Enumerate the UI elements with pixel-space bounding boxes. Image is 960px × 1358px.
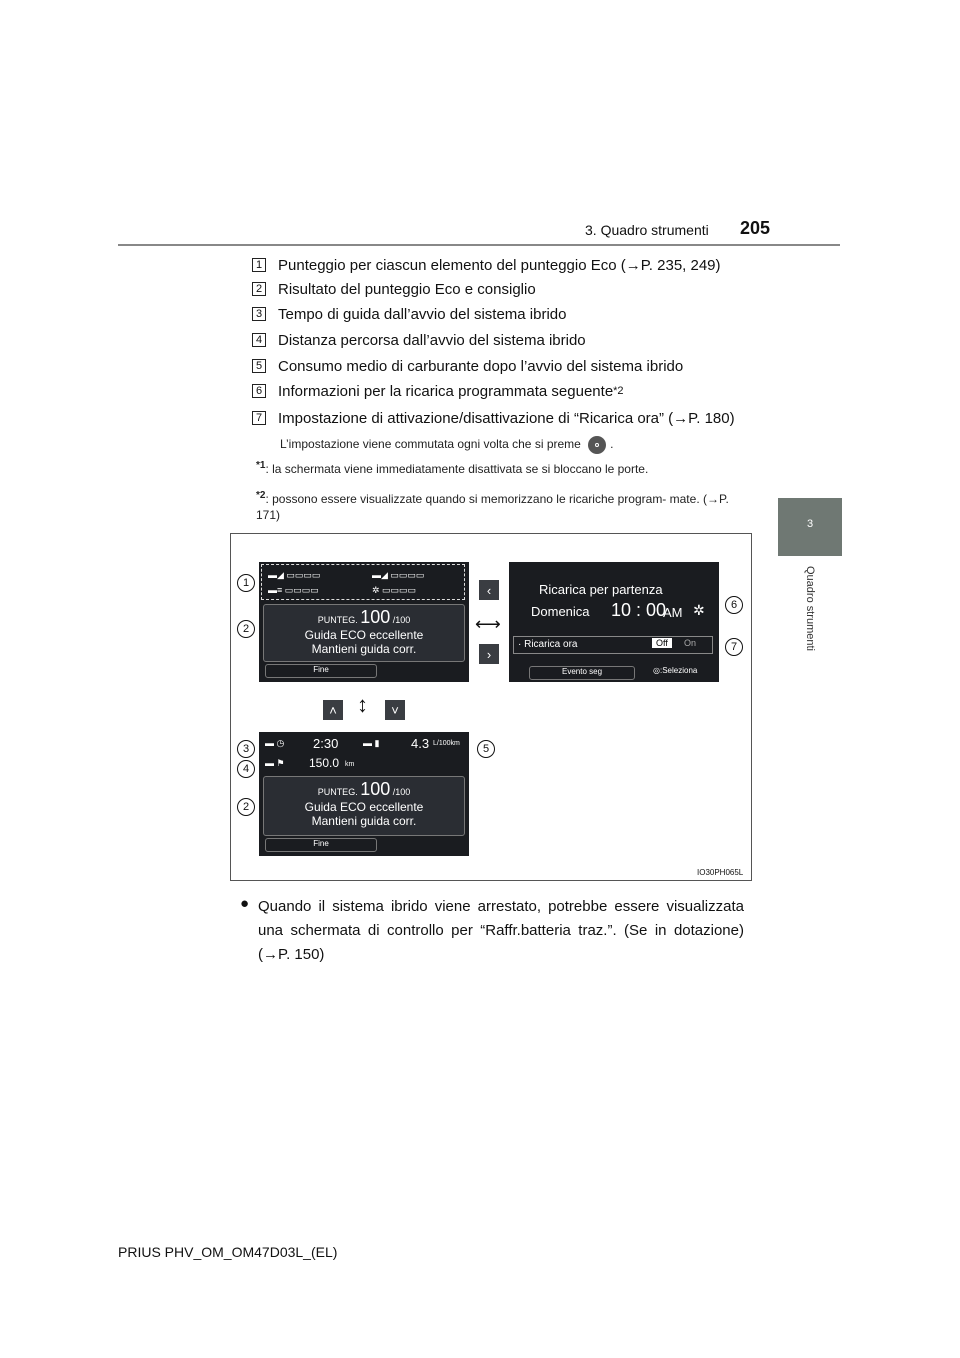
eco-advice-2: Mantieni guida corr. [311,642,417,656]
footer-label: Fine [313,839,329,848]
clock-icon: ▬ ◷ [265,738,285,748]
section-title: 3. Quadro strumenti [585,222,709,238]
item-text: Tempo di guida dall’avvio del sistema ibrido [278,305,567,323]
on-option[interactable]: On [684,638,697,648]
item-text: Risultato del punteggio Eco e consiglio [278,280,536,298]
distance-value: 150.0 [309,756,340,770]
header-rule [118,244,840,246]
score-value: 100 [360,607,391,627]
footer-bar [265,838,377,852]
side-tab-label: Quadro strumenti [804,566,816,651]
eco-score-bars [261,564,465,600]
footnote-1-text: : la schermata viene immediatamente disattivata se si bloccano le porte. [265,462,649,476]
footnote-2-text: : possono essere visualizzate quando si memorizzano le ricariche program- mate. (→P. 171) [256,492,729,522]
score-label: PUNTEG. [317,787,358,797]
eco-advice-1: Guida ECO eccellente [304,628,424,642]
score-value: 100 [360,779,391,799]
item-text: Punteggio per ciascun elemento del punteggio Eco (→P. 235, 249) [278,256,721,274]
bullet: ● [240,895,250,912]
page-number: 205 [740,218,771,238]
chevron-right-icon: › [479,644,499,664]
score-max: /100 [392,615,411,625]
eco-advice-2: Mantieni guida corr. [311,814,417,828]
callout: 2 [237,620,255,638]
fan-icon: ✲ ▭▭▭▭ [372,585,417,595]
drive-time: 2:30 [313,736,339,751]
select-label: Seleziona [662,666,698,675]
charge-now-label: · Ricarica ora [518,639,578,650]
item-number: 6 [252,384,266,398]
list-item [252,355,683,377]
callout: 5 [477,740,495,758]
eco-score-screen [259,562,469,682]
footnote-ref: *2 [613,385,624,397]
schedule-ampm: AM [663,605,683,620]
car-icon: ▬◢ ▭▭▭▭ [372,570,425,580]
chevron-up-icon: ˄ [323,700,343,720]
side-tab-number: 3 [806,518,814,530]
callout: 7 [725,638,743,656]
toggle-note-end: . [610,437,614,452]
trip-info-screen [259,732,469,856]
schedule-time: 10 : 00 [611,600,667,620]
fuel-unit: L/100km [433,740,460,747]
list-item [252,278,536,300]
car-icon: ▬≡ ▭▭▭▭ [268,585,319,595]
item-number: 7 [252,411,266,425]
footer-label: Fine [313,665,329,674]
list-item [252,329,586,351]
callout: 2 [237,798,255,816]
toggle-note [280,436,614,454]
callout: 3 [237,740,255,758]
charge-schedule-screen [509,562,719,682]
item-text: Consumo medio di carburante dopo l’avvio del sistema ibrido [278,357,684,375]
footnote-1-mark: *1 [256,460,266,471]
fuel-consumption: 4.3 [411,736,430,751]
figure-frame [230,533,752,881]
chevron-left-icon: ‹ [479,580,499,600]
list-item [252,407,735,429]
item-number: 4 [252,333,266,347]
footnote-2-mark: *2 [256,490,266,501]
up-down-arrow-icon: ↕ [357,692,368,717]
eco-advice-1: Guida ECO eccellente [304,800,424,814]
off-option[interactable]: Off [652,638,672,648]
callout: 1 [237,574,255,592]
next-event-label: Evento seg [561,667,603,676]
callout: 4 [237,760,255,778]
list-item [252,303,567,325]
item-number: 2 [252,282,266,296]
score-panel [263,604,465,662]
item-number: 1 [252,258,266,272]
footer-bar [265,664,377,678]
next-event-bar[interactable] [529,666,635,680]
chevron-down-icon: ˅ [385,700,405,720]
footer-code: PRIUS PHV_OM_OM47D03L_(EL) [118,1244,338,1260]
item-text: Distanza percorsa dall’avvio del sistema ibrido [278,331,586,349]
list-item [252,254,721,276]
flag-icon: ▬ ⚑ [265,758,285,768]
select-hint: ◎:Seleziona [653,666,698,675]
score-panel [263,776,465,836]
score-label: PUNTEG. [317,615,358,625]
swap-arrow-icon: ⟷ [475,614,501,634]
callout: 6 [725,596,743,614]
list-item [252,380,624,402]
footnote-2 [256,488,744,523]
charge-now-row[interactable] [513,636,713,654]
item-number: 5 [252,359,266,373]
select-button-icon [588,436,606,454]
schedule-day: Domenica [531,604,590,619]
figure-code: IO30PH065L [697,868,744,877]
item-text: Informazioni per la ricarica programmata seguente [278,382,614,400]
item-text: Impostazione di attivazione/disattivazione di “Ricarica ora” (→P. 180) [278,409,735,427]
body-paragraph: Quando il sistema ibrido viene arrestato, potrebbe essere visualizzata una schermata di controllo per “Raffr.batteria traz.”. (Se in dotazione) (→P. 150) [258,898,744,963]
footnote-1 [256,460,648,476]
item-number: 3 [252,307,266,321]
toggle-note-text: L’impostazione viene commutata ogni volta che si preme [280,437,581,452]
fuel-icon: ▬ ▮ [363,738,380,748]
schedule-title: Ricarica per partenza [539,582,663,597]
fan-icon: ✲ [693,602,705,618]
score-max: /100 [392,787,411,797]
distance-unit: km [345,761,355,768]
car-icon: ▬◢ ▭▭▭▭ [268,570,321,580]
